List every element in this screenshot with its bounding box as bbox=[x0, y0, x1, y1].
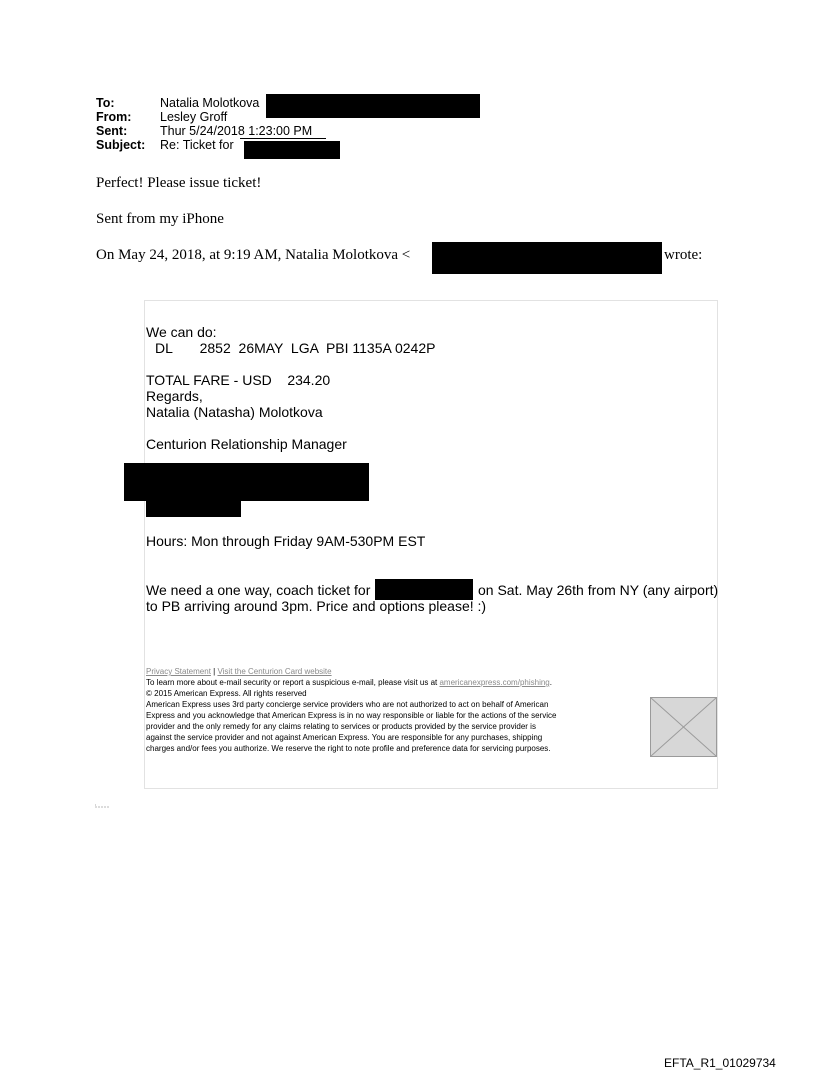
from-label: From: bbox=[96, 110, 132, 124]
reply-line: Perfect! Please issue ticket! bbox=[96, 175, 262, 191]
redaction-contact-block bbox=[124, 463, 369, 501]
request-line-end: on Sat. May 26th from NY (any airport) bbox=[478, 582, 719, 598]
from-value: Lesley Groff bbox=[160, 110, 228, 124]
total-fare-line: TOTAL FARE - USD 234.20 bbox=[146, 372, 331, 388]
broken-image-placeholder-icon bbox=[650, 697, 717, 757]
disclaimer-line-2: Express and you acknowledge that American Express is in no way responsible or liable for the actions of the service bbox=[146, 711, 557, 720]
sent-value: Thur 5/24/2018 1:23:00 PM bbox=[160, 124, 313, 138]
subject-label: Subject: bbox=[96, 138, 146, 152]
disclaimer-line-3: provider and the only remedy for any claims relating to services or products provided by the service provider is bbox=[146, 722, 536, 731]
quoted-line-1: We can do: bbox=[146, 324, 217, 340]
security-line bbox=[146, 678, 552, 689]
to-value: Natalia Molotkova bbox=[160, 96, 260, 110]
quote-intro-text: On May 24, 2018, at 9:19 AM, Natalia Molotkova < bbox=[96, 247, 411, 263]
security-text: To learn more about e-mail security or report a suspicious e-mail, please visit us at bbox=[146, 678, 440, 687]
to-label: To: bbox=[96, 96, 115, 110]
disclaimer-line-4: against the service provider and not against American Express. You are responsible for any purchases, shipping bbox=[146, 733, 543, 742]
phishing-link[interactable]: americanexpress.com/phishing bbox=[439, 678, 550, 687]
signature-line: Sent from my iPhone bbox=[96, 211, 224, 227]
centurion-website-link[interactable]: Visit the Centurion Card website bbox=[217, 667, 332, 676]
sender-name-line: Natalia (Natasha) Molotkova bbox=[146, 404, 323, 420]
sent-label: Sent: bbox=[96, 124, 128, 138]
redaction-to-email bbox=[266, 94, 480, 118]
stray-mark bbox=[95, 804, 109, 808]
copyright-line: © 2015 American Express. All rights reserved bbox=[146, 689, 307, 698]
redaction-passenger-name bbox=[375, 579, 473, 600]
request-line-start: We need a one way, coach ticket for bbox=[146, 582, 371, 598]
sender-title-line: Centurion Relationship Manager bbox=[146, 436, 347, 452]
redaction-subject bbox=[244, 141, 340, 159]
image-placeholder-cross-icon bbox=[651, 698, 716, 756]
link-separator: | bbox=[210, 667, 218, 676]
subject-value: Re: Ticket for bbox=[160, 138, 234, 152]
disclaimer-line-5: charges and/or fees you authorize. We reserve the right to note profile and preference data for servicing purposes. bbox=[146, 744, 551, 753]
redaction-contact-line bbox=[146, 501, 241, 517]
redaction-quote-email bbox=[432, 242, 662, 274]
hours-line: Hours: Mon through Friday 9AM-530PM EST bbox=[146, 533, 426, 549]
quote-intro-end: wrote: bbox=[664, 247, 703, 263]
footer-links bbox=[146, 667, 332, 678]
disclaimer-line-1: American Express uses 3rd party concierge service providers who are not authorized to act on behalf of American bbox=[146, 700, 549, 709]
quote-intro bbox=[96, 247, 410, 264]
request-line-2: to PB arriving around 3pm. Price and options please! :) bbox=[146, 598, 487, 614]
flight-line: DL 2852 26MAY LGA PBI 1135A 0242P bbox=[155, 340, 436, 356]
redaction-sent-underline bbox=[240, 138, 326, 139]
privacy-statement-link[interactable]: Privacy Statement bbox=[146, 667, 211, 676]
security-end: . bbox=[549, 678, 552, 687]
document-id: EFTA_R1_01029734 bbox=[664, 1056, 776, 1070]
regards-line: Regards, bbox=[146, 388, 203, 404]
